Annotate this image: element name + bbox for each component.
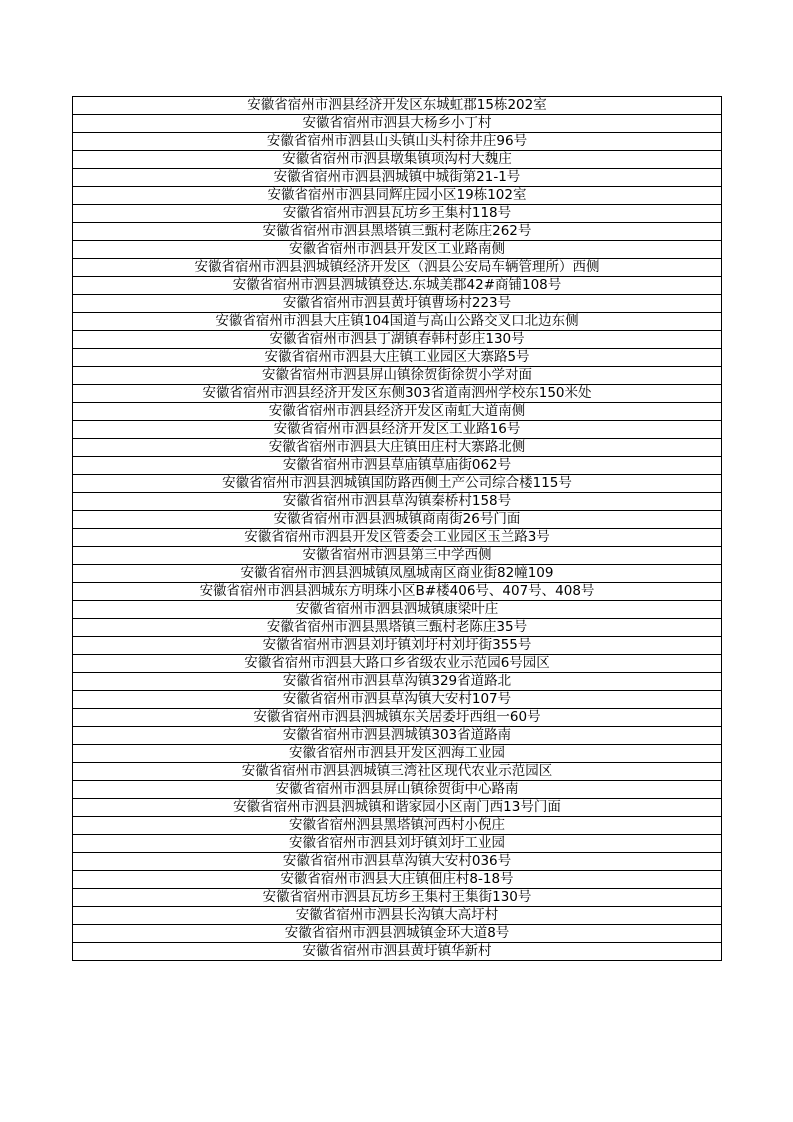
address-cell: 安徽省宿州市泗县泗城东方明珠小区B#楼406号、407号、408号 — [73, 583, 722, 601]
address-cell: 安徽省宿州市泗县黑塔镇三甄村老陈庄262号 — [73, 223, 722, 241]
table-row — [73, 673, 722, 691]
address-cell: 安徽省宿州市泗县长沟镇大高圩村 — [73, 907, 722, 925]
table-row — [73, 403, 722, 421]
table-row — [73, 115, 722, 133]
address-cell: 安徽省宿州市泗县丁湖镇春韩村彭庄130号 — [73, 331, 722, 349]
table-row — [73, 259, 722, 277]
address-cell: 安徽省宿州市泗县泗城镇经济开发区（泗县公安局车辆管理所）西侧 — [73, 259, 722, 277]
table-row — [73, 835, 722, 853]
table-row — [73, 655, 722, 673]
address-cell: 安徽省宿州市泗县草沟镇329省道路北 — [73, 673, 722, 691]
table-row — [73, 907, 722, 925]
address-cell: 安徽省宿州市泗县开发区管委会工业园区玉兰路3号 — [73, 529, 722, 547]
table-row — [73, 943, 722, 961]
address-cell: 安徽省宿州市泗县大庄镇工业园区大寨路5号 — [73, 349, 722, 367]
address-cell: 安徽省宿州市泗县泗城镇和谐家园小区南门西13号门面 — [73, 799, 722, 817]
address-cell: 安徽省宿州市泗县刘圩镇刘圩工业园 — [73, 835, 722, 853]
address-cell: 安徽省宿州市泗县泗城镇康梁叶庄 — [73, 601, 722, 619]
address-cell: 安徽省宿州市泗县山头镇山头村徐井庄96号 — [73, 133, 722, 151]
table-row — [73, 709, 722, 727]
table-row — [73, 745, 722, 763]
address-cell: 安徽省宿州市泗县经济开发区东侧303省道南泗州学校东150米处 — [73, 385, 722, 403]
address-cell: 安徽省宿州市泗县大庄镇田庄村大寨路北侧 — [73, 439, 722, 457]
table-row — [73, 385, 722, 403]
table-row — [73, 691, 722, 709]
address-cell: 安徽省宿州市泗县经济开发区东城虹郡15栋202室 — [73, 97, 722, 115]
address-cell: 安徽省宿州市泗县泗城镇金环大道8号 — [73, 925, 722, 943]
table-row — [73, 853, 722, 871]
table-row — [73, 223, 722, 241]
table-row — [73, 475, 722, 493]
table-row — [73, 529, 722, 547]
address-cell: 安徽省宿州市泗县大庄镇佃庄村8-18号 — [73, 871, 722, 889]
table-row — [73, 367, 722, 385]
table-row — [73, 727, 722, 745]
table-row — [73, 565, 722, 583]
address-cell: 安徽省宿州市泗县泗城镇凤凰城南区商业街82幢109 — [73, 565, 722, 583]
address-cell: 安徽省宿州市泗县瓦坊乡王集村118号 — [73, 205, 722, 223]
table-row — [73, 493, 722, 511]
table-row — [73, 889, 722, 907]
address-cell: 安徽省宿州市泗县草沟镇大安村107号 — [73, 691, 722, 709]
address-table-body — [73, 97, 722, 961]
table-row — [73, 619, 722, 637]
table-row — [73, 241, 722, 259]
table-row — [73, 457, 722, 475]
address-cell: 安徽省宿州市泗县草沟镇大安村036号 — [73, 853, 722, 871]
table-row — [73, 421, 722, 439]
table-row — [73, 295, 722, 313]
table-row — [73, 637, 722, 655]
address-cell: 安徽省宿州市泗县泗城镇中城街第21-1号 — [73, 169, 722, 187]
table-row — [73, 439, 722, 457]
address-cell: 安徽省宿州市泗县瓦坊乡王集村王集街130号 — [73, 889, 722, 907]
address-cell: 安徽省宿州市泗县屏山镇徐贺街中心路南 — [73, 781, 722, 799]
address-cell: 安徽省宿州泗县黑塔镇河西村小倪庄 — [73, 817, 722, 835]
address-cell: 安徽省宿州市泗县草沟镇秦桥村158号 — [73, 493, 722, 511]
table-row — [73, 169, 722, 187]
table-row — [73, 349, 722, 367]
table-row — [73, 871, 722, 889]
address-cell: 安徽省宿州市泗县泗城镇登达.东城美郡42#商铺108号 — [73, 277, 722, 295]
table-row — [73, 151, 722, 169]
address-cell: 安徽省宿州市泗县黄圩镇曹场村223号 — [73, 295, 722, 313]
table-row — [73, 511, 722, 529]
table-row — [73, 601, 722, 619]
address-cell: 安徽省宿州市泗县泗城镇三湾社区现代农业示范园区 — [73, 763, 722, 781]
address-cell: 安徽省宿州市泗县黄圩镇华新村 — [73, 943, 722, 961]
address-cell: 安徽省宿州市泗县第三中学西侧 — [73, 547, 722, 565]
address-cell: 安徽省宿州市泗县同辉庄园小区19栋102室 — [73, 187, 722, 205]
address-cell: 安徽省宿州市泗县泗城镇商南街26号门面 — [73, 511, 722, 529]
address-cell: 安徽省宿州市泗县开发区工业路南侧 — [73, 241, 722, 259]
address-cell: 安徽省宿州市泗县刘圩镇刘圩村刘圩街355号 — [73, 637, 722, 655]
table-row — [73, 331, 722, 349]
address-cell: 安徽省宿州市泗县经济开发区南虹大道南侧 — [73, 403, 722, 421]
address-cell: 安徽省宿州市泗县大庄镇104国道与高山公路交叉口北边东侧 — [73, 313, 722, 331]
address-cell: 安徽省宿州市泗县大路口乡省级农业示范园6号园区 — [73, 655, 722, 673]
table-row — [73, 205, 722, 223]
table-row — [73, 781, 722, 799]
address-cell: 安徽省宿州市泗县黑塔镇三甄村老陈庄35号 — [73, 619, 722, 637]
table-row — [73, 817, 722, 835]
address-cell: 安徽省宿州市泗县经济开发区工业路16号 — [73, 421, 722, 439]
address-table — [72, 96, 722, 961]
table-row — [73, 97, 722, 115]
address-cell: 安徽省宿州市泗县泗城镇303省道路南 — [73, 727, 722, 745]
address-cell: 安徽省宿州市泗县泗城镇国防路西侧土产公司综合楼115号 — [73, 475, 722, 493]
table-row — [73, 547, 722, 565]
table-row — [73, 583, 722, 601]
address-cell: 安徽省宿州市泗县草庙镇草庙街062号 — [73, 457, 722, 475]
table-row — [73, 763, 722, 781]
table-row — [73, 799, 722, 817]
address-cell: 安徽省宿州市泗县泗城镇东关居委圩西组一60号 — [73, 709, 722, 727]
table-row — [73, 133, 722, 151]
address-cell: 安徽省宿州市泗县大杨乡小丁村 — [73, 115, 722, 133]
table-row — [73, 313, 722, 331]
address-cell: 安徽省宿州市泗县屏山镇徐贺街徐贺小学对面 — [73, 367, 722, 385]
table-row — [73, 925, 722, 943]
address-cell: 安徽省宿州市泗县墩集镇项沟村大魏庄 — [73, 151, 722, 169]
table-row — [73, 187, 722, 205]
address-cell: 安徽省宿州市泗县开发区泗海工业园 — [73, 745, 722, 763]
table-row — [73, 277, 722, 295]
